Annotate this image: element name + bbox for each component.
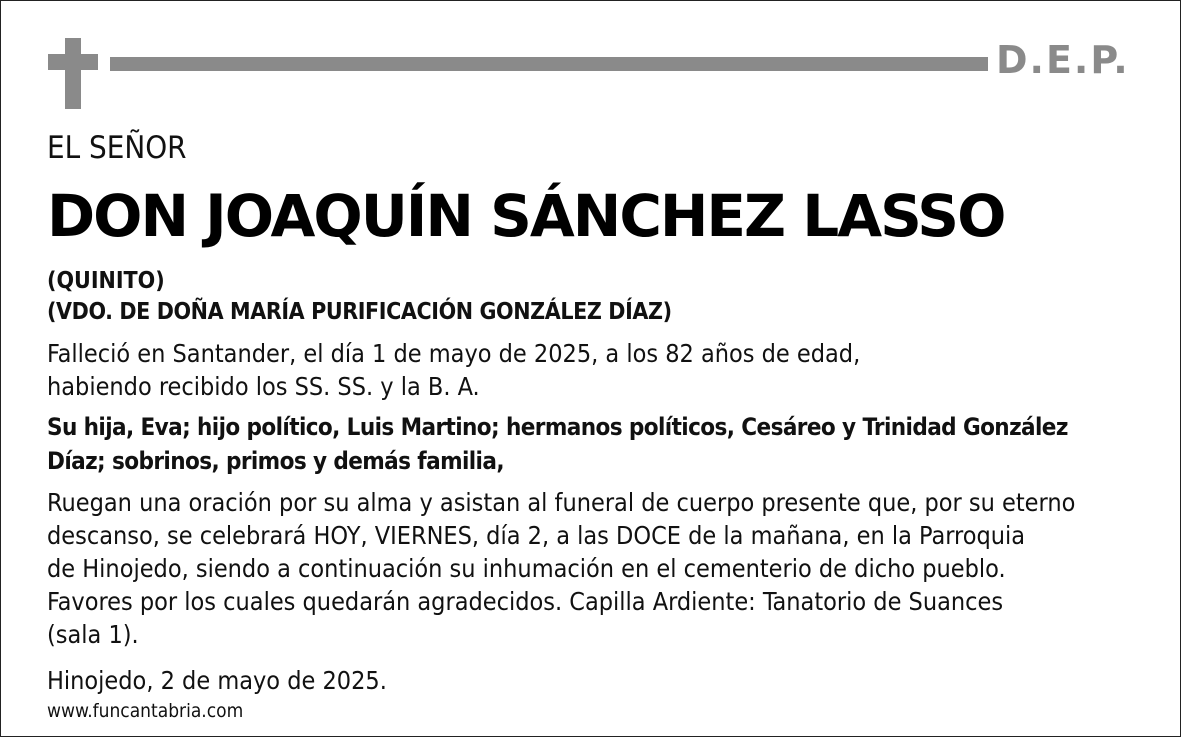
dep-label: D.E.P.	[996, 38, 1130, 82]
request-line: de Hinojedo, siendo a continuación su inhumación en el cementerio de dicho pueblo.	[47, 554, 1006, 583]
deceased-name: DON JOAQUÍN SÁNCHEZ LASSO	[47, 182, 1005, 250]
request-line: Favores por los cuales quedarán agradecidos. Capilla Ardiente: Tanatorio de Suances	[47, 587, 1004, 616]
intro-text: EL SEÑOR	[47, 130, 187, 166]
request-paragraph	[47, 486, 1075, 651]
cross-icon	[48, 38, 98, 109]
family-line: Díaz; sobrinos, primos y demás familia,	[47, 447, 504, 475]
family-paragraph	[47, 410, 1068, 478]
death-line: Falleció en Santander, el día 1 de mayo de 2025, a los 82 años de edad,	[47, 339, 861, 368]
widower-of: (VDO. DE DOÑA MARÍA PURIFICACIÓN GONZÁLEZ DÍAZ)	[47, 299, 672, 325]
place-date: Hinojedo, 2 de mayo de 2025.	[47, 666, 387, 695]
request-line: Ruegan una oración por su alma y asistan al funeral de cuerpo presente que, por su eterno	[47, 488, 1076, 517]
request-line: descanso, se celebrará HOY, VIERNES, día 2, a las DOCE de la mañana, en la Parroquia	[47, 521, 1026, 550]
nickname: (QUINITO)	[47, 268, 165, 294]
death-paragraph	[47, 337, 860, 403]
family-line: Su hija, Eva; hijo político, Luis Martino; hermanos políticos, Cesáreo y Trinidad González	[47, 413, 1068, 441]
header-rule	[110, 57, 988, 71]
website-link[interactable]: www.funcantabria.com	[47, 700, 244, 722]
request-line: (sala 1).	[47, 620, 139, 649]
death-line: habiendo recibido los SS. SS. y la B. A.	[47, 372, 480, 401]
